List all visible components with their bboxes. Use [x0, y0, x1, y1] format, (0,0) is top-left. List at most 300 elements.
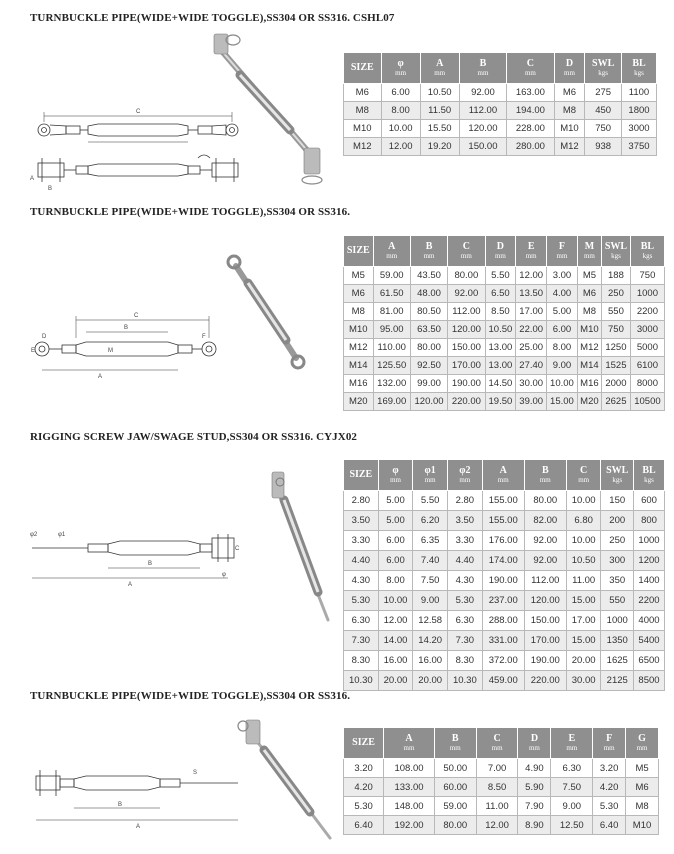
table-cell: 16.00	[413, 651, 448, 671]
table-cell: M10	[344, 321, 374, 339]
table-cell: 190.00	[448, 375, 485, 393]
dimension-label-b: B	[48, 186, 53, 192]
table-cell: M10	[626, 816, 659, 835]
header-phi1: φ1 mm	[413, 460, 448, 491]
table-cell: M5	[626, 759, 659, 778]
table-row	[344, 339, 665, 357]
table-cell: 20.00	[566, 651, 601, 671]
table-row	[344, 511, 665, 531]
table-cell: 174.00	[482, 551, 524, 571]
section-1-title: TURNBUCKLE PIPE(WIDE+WIDE TOGGLE),SS304 OR SS316. CSHL07	[30, 12, 395, 24]
table-cell: 15.00	[566, 591, 601, 611]
table-cell: 4.30	[344, 571, 379, 591]
table-cell: 155.00	[482, 491, 524, 511]
header-swl: SWL kgs	[601, 460, 634, 491]
table-cell: 148.00	[384, 797, 435, 816]
header-b: B mm	[410, 236, 447, 267]
section-4-title: TURNBUCKLE PIPE(WIDE+WIDE TOGGLE),SS304 OR SS316.	[30, 690, 351, 702]
table-cell: 17.00	[516, 303, 547, 321]
header-c: C mm	[476, 728, 518, 759]
table-cell: 8000	[630, 375, 664, 393]
table-cell: 112.00	[459, 102, 506, 120]
table-cell: 92.00	[459, 84, 506, 102]
dimension-label-b: B	[118, 802, 123, 808]
table-row	[344, 321, 665, 339]
table-cell: 7.30	[448, 631, 483, 651]
table-cell: 10.00	[566, 491, 601, 511]
table-cell: 13.00	[485, 339, 516, 357]
table-cell: 50.00	[434, 759, 476, 778]
section-4-spec-table	[343, 727, 659, 835]
table-cell: 600	[633, 491, 664, 511]
table-cell: 190.00	[482, 571, 524, 591]
table-cell: 550	[602, 303, 631, 321]
table-cell: 300	[601, 551, 634, 571]
table-cell: 125.50	[373, 357, 410, 375]
table-cell: 6.00	[547, 321, 578, 339]
header-size: SIZE	[344, 236, 374, 267]
table-cell: 80.00	[448, 267, 485, 285]
table-cell: 3.20	[344, 759, 384, 778]
table-cell: 2.80	[344, 491, 379, 511]
section-3-technical-drawing	[28, 452, 343, 680]
header-phi2: φ2 mm	[448, 460, 483, 491]
table-cell: 3.30	[448, 531, 483, 551]
header-bl: BL kgs	[630, 236, 664, 267]
table-cell: 59.00	[434, 797, 476, 816]
section-3-spec-table	[343, 459, 665, 691]
table-cell: 4.20	[593, 778, 626, 797]
dimension-label-c: C	[134, 313, 139, 319]
turnbuckle-side-view	[38, 155, 238, 182]
table-cell: 5.90	[518, 778, 551, 797]
table-cell: 2125	[601, 671, 634, 691]
header-swl: SWL kgs	[602, 236, 631, 267]
table-cell: 5.30	[448, 591, 483, 611]
table-cell: 5.30	[344, 797, 384, 816]
table-row	[344, 138, 657, 156]
table-cell: 10.00	[381, 120, 420, 138]
header-phi: φ mm	[381, 53, 420, 84]
turnbuckle-jaw-stud-view	[36, 770, 238, 820]
table-row	[344, 285, 665, 303]
turnbuckle-product-photo	[228, 256, 304, 368]
table-cell: M12	[554, 138, 585, 156]
table-cell: 95.00	[373, 321, 410, 339]
header-e: E mm	[551, 728, 593, 759]
table-cell: 9.00	[551, 797, 593, 816]
table-cell: M20	[344, 393, 374, 411]
table-row	[344, 357, 665, 375]
table-cell: 170.00	[524, 631, 566, 651]
table-cell: 30.00	[516, 375, 547, 393]
table-cell: 48.00	[410, 285, 447, 303]
table-cell: 3000	[630, 321, 664, 339]
table-cell: 228.00	[507, 120, 554, 138]
table-cell: 372.00	[482, 651, 524, 671]
dimension-label-s: S	[193, 770, 198, 776]
header-e: E mm	[516, 236, 547, 267]
table-cell: 133.00	[384, 778, 435, 797]
table-cell: 10.30	[448, 671, 483, 691]
table-cell: 60.00	[434, 778, 476, 797]
table-cell: 150	[601, 491, 634, 511]
table-cell: 13.50	[516, 285, 547, 303]
table-row	[344, 797, 659, 816]
table-cell: 4.30	[448, 571, 483, 591]
table-cell: M10	[577, 321, 601, 339]
table-cell: M14	[577, 357, 601, 375]
header-b: B mm	[524, 460, 566, 491]
header-m: M mm	[577, 236, 601, 267]
dimension-label-m: M	[108, 348, 113, 354]
table-cell: 10.30	[344, 671, 379, 691]
table-cell: 7.50	[413, 571, 448, 591]
table-cell: 6.50	[485, 285, 516, 303]
table-cell: 7.00	[476, 759, 518, 778]
table-cell: 12.50	[551, 816, 593, 835]
table-cell: M6	[626, 778, 659, 797]
table-row	[344, 759, 659, 778]
table-cell: M10	[554, 120, 585, 138]
table-cell: M5	[577, 267, 601, 285]
table-cell: 10.00	[378, 591, 413, 611]
table-cell: 120.00	[448, 321, 485, 339]
table-cell: 112.00	[524, 571, 566, 591]
table-cell: 11.00	[566, 571, 601, 591]
table-cell: 5.00	[378, 491, 413, 511]
dimension-label-d: D	[42, 334, 47, 340]
table-cell: 6.40	[593, 816, 626, 835]
table-cell: 350	[601, 571, 634, 591]
dimension-label-f: F	[202, 334, 206, 340]
table-cell: 4.90	[518, 759, 551, 778]
table-cell: 8500	[633, 671, 664, 691]
table-cell: M8	[344, 102, 382, 120]
table-cell: 8.00	[547, 339, 578, 357]
table-cell: 4000	[633, 611, 664, 631]
table-cell: M5	[344, 267, 374, 285]
table-cell: 1625	[601, 651, 634, 671]
section-3-title: RIGGING SCREW JAW/SWAGE STUD,SS304 OR SS316. CYJX02	[30, 431, 358, 443]
section-2-title: TURNBUCKLE PIPE(WIDE+WIDE TOGGLE),SS304 OR SS316.	[30, 206, 351, 218]
table-cell: M12	[344, 138, 382, 156]
section-1-technical-drawing	[28, 30, 343, 202]
turnbuckle-product-photo	[214, 34, 322, 184]
table-cell: 10.50	[420, 84, 459, 102]
table-cell: 15.50	[420, 120, 459, 138]
table-cell: 3.50	[448, 511, 483, 531]
header-d: D mm	[518, 728, 551, 759]
table-cell: 194.00	[507, 102, 554, 120]
table-cell: 10.50	[485, 321, 516, 339]
table-row	[344, 591, 665, 611]
table-cell: 150.00	[524, 611, 566, 631]
table-cell: M16	[577, 375, 601, 393]
table-row	[344, 267, 665, 285]
table-cell: 7.30	[344, 631, 379, 651]
table-cell: 108.00	[384, 759, 435, 778]
table-cell: M20	[577, 393, 601, 411]
table-row	[344, 631, 665, 651]
table-cell: M8	[554, 102, 585, 120]
table-cell: 163.00	[507, 84, 554, 102]
table-cell: M8	[577, 303, 601, 321]
header-f: F mm	[547, 236, 578, 267]
table-cell: 4.00	[547, 285, 578, 303]
table-row	[344, 393, 665, 411]
table-cell: 10.00	[547, 375, 578, 393]
table-cell: 275	[585, 84, 622, 102]
table-cell: 11.00	[476, 797, 518, 816]
table-cell: 6.30	[551, 759, 593, 778]
table-cell: 550	[601, 591, 634, 611]
table-cell: 12.00	[516, 267, 547, 285]
table-cell: 15.00	[547, 393, 578, 411]
header-d: D mm	[485, 236, 516, 267]
table-cell: 4.20	[344, 778, 384, 797]
table-cell: 12.00	[378, 611, 413, 631]
table-cell: 39.00	[516, 393, 547, 411]
dimension-label-b: B	[124, 325, 129, 331]
rigging-screw-product-photo	[272, 472, 328, 620]
table-cell: M6	[344, 84, 382, 102]
table-cell: 19.20	[420, 138, 459, 156]
table-cell: 81.00	[373, 303, 410, 321]
dimension-label-c: C	[136, 109, 141, 115]
table-cell: 220.00	[448, 393, 485, 411]
table-cell: 5000	[630, 339, 664, 357]
table-cell: 5.30	[593, 797, 626, 816]
table-row	[344, 84, 657, 102]
table-cell: 80.00	[434, 816, 476, 835]
table-row	[344, 651, 665, 671]
table-cell: 1100	[622, 84, 657, 102]
table-cell: 155.00	[482, 511, 524, 531]
table-cell: 6.30	[448, 611, 483, 631]
table-cell: 132.00	[373, 375, 410, 393]
table-cell: 750	[602, 321, 631, 339]
table-cell: 6.30	[344, 611, 379, 631]
table-cell: M12	[344, 339, 374, 357]
table-cell: 938	[585, 138, 622, 156]
dimension-label-a: A	[128, 582, 133, 588]
table-cell: 2200	[630, 303, 664, 321]
table-cell: 2200	[633, 591, 664, 611]
table-cell: M6	[554, 84, 585, 102]
header-a: A mm	[420, 53, 459, 84]
header-swl: SWL kgs	[585, 53, 622, 84]
table-cell: 3.30	[344, 531, 379, 551]
table-cell: 92.00	[524, 531, 566, 551]
dimension-label-b: B	[148, 561, 153, 567]
table-cell: 80.00	[410, 339, 447, 357]
table-cell: 331.00	[482, 631, 524, 651]
table-row	[344, 611, 665, 631]
table-cell: 16.00	[378, 651, 413, 671]
section-4-technical-drawing	[28, 712, 343, 852]
table-row	[344, 120, 657, 138]
table-cell: 250	[601, 531, 634, 551]
table-cell: 12.58	[413, 611, 448, 631]
table-cell: 12.00	[476, 816, 518, 835]
table-cell: 17.00	[566, 611, 601, 631]
table-cell: 5.50	[485, 267, 516, 285]
table-cell: 27.40	[516, 357, 547, 375]
table-cell: 5.00	[378, 511, 413, 531]
turnbuckle-top-view	[38, 112, 238, 142]
table-cell: 150.00	[459, 138, 506, 156]
table-cell: M14	[344, 357, 374, 375]
table-cell: 120.00	[459, 120, 506, 138]
table-cell: 6.40	[344, 816, 384, 835]
table-cell: 8.50	[476, 778, 518, 797]
table-cell: 200	[601, 511, 634, 531]
table-cell: 7.40	[413, 551, 448, 571]
table-cell: 10.50	[566, 551, 601, 571]
header-b: B mm	[434, 728, 476, 759]
table-cell: 7.90	[518, 797, 551, 816]
table-row	[344, 102, 657, 120]
table-cell: 6100	[630, 357, 664, 375]
table-cell: 4.40	[344, 551, 379, 571]
table-cell: 19.50	[485, 393, 516, 411]
table-cell: 10.00	[566, 531, 601, 551]
table-cell: 6.80	[566, 511, 601, 531]
table-cell: 92.50	[410, 357, 447, 375]
table-row	[344, 375, 665, 393]
table-cell: 61.50	[373, 285, 410, 303]
table-cell: 92.00	[448, 285, 485, 303]
table-cell: 20.00	[413, 671, 448, 691]
dimension-label-c: C	[235, 546, 240, 552]
table-row	[344, 571, 665, 591]
table-cell: 13.00	[485, 357, 516, 375]
table-cell: 750	[585, 120, 622, 138]
table-cell: 3750	[622, 138, 657, 156]
table-cell: 59.00	[373, 267, 410, 285]
table-cell: 8.90	[518, 816, 551, 835]
table-cell: 120.00	[524, 591, 566, 611]
table-cell: 5400	[633, 631, 664, 651]
table-row	[344, 551, 665, 571]
table-row	[344, 671, 665, 691]
table-cell: 43.50	[410, 267, 447, 285]
dimension-label-a: A	[30, 176, 35, 182]
table-cell: M10	[344, 120, 382, 138]
table-cell: 8.00	[378, 571, 413, 591]
table-cell: 800	[633, 511, 664, 531]
table-cell: 190.00	[524, 651, 566, 671]
header-g: G mm	[626, 728, 659, 759]
dimension-label-a: A	[98, 374, 103, 380]
header-bl: BL kgs	[622, 53, 657, 84]
table-cell: 1200	[633, 551, 664, 571]
table-cell: 2625	[602, 393, 631, 411]
table-cell: 15.00	[566, 631, 601, 651]
table-row	[344, 531, 665, 551]
header-phi: φ mm	[378, 460, 413, 491]
section-1-spec-table	[343, 52, 657, 156]
table-cell: M12	[577, 339, 601, 357]
table-cell: 22.00	[516, 321, 547, 339]
table-cell: 150.00	[448, 339, 485, 357]
dimension-label-phi2: φ2	[30, 532, 38, 538]
table-cell: 6.00	[378, 531, 413, 551]
table-cell: 450	[585, 102, 622, 120]
table-cell: 280.00	[507, 138, 554, 156]
table-cell: 170.00	[448, 357, 485, 375]
table-cell: 12.00	[381, 138, 420, 156]
table-cell: 14.00	[378, 631, 413, 651]
table-cell: 8.30	[344, 651, 379, 671]
table-cell: 82.00	[524, 511, 566, 531]
table-cell: 3000	[622, 120, 657, 138]
table-cell: 188	[602, 267, 631, 285]
dimension-label-e: E	[31, 348, 36, 354]
table-cell: 176.00	[482, 531, 524, 551]
table-cell: 20.00	[378, 671, 413, 691]
table-cell: 11.50	[420, 102, 459, 120]
dimension-label-a: A	[136, 824, 141, 830]
table-cell: 192.00	[384, 816, 435, 835]
table-cell: 1350	[601, 631, 634, 651]
table-cell: 6.20	[413, 511, 448, 531]
table-cell: 8.50	[485, 303, 516, 321]
table-cell: 6500	[633, 651, 664, 671]
table-row	[344, 491, 665, 511]
header-b: B mm	[459, 53, 506, 84]
header-a: A mm	[482, 460, 524, 491]
table-cell: 169.00	[373, 393, 410, 411]
table-cell: 1000	[601, 611, 634, 631]
table-row	[344, 303, 665, 321]
table-cell: 4.40	[448, 551, 483, 571]
table-cell: 1400	[633, 571, 664, 591]
table-cell: M8	[626, 797, 659, 816]
turnbuckle-product-photo	[238, 720, 330, 838]
header-d: D mm	[554, 53, 585, 84]
table-cell: 237.00	[482, 591, 524, 611]
table-cell: 110.00	[373, 339, 410, 357]
table-cell: 1000	[633, 531, 664, 551]
table-cell: 7.50	[551, 778, 593, 797]
table-cell: 25.00	[516, 339, 547, 357]
table-cell: M16	[344, 375, 374, 393]
table-row	[344, 778, 659, 797]
table-cell: 5.00	[547, 303, 578, 321]
table-cell: 9.00	[547, 357, 578, 375]
table-cell: 9.00	[413, 591, 448, 611]
dimension-label-phi1: φ1	[58, 532, 66, 538]
table-cell: M8	[344, 303, 374, 321]
table-cell: M6	[344, 285, 374, 303]
header-size: SIZE	[344, 728, 384, 759]
table-cell: 8.00	[381, 102, 420, 120]
table-cell: 14.20	[413, 631, 448, 651]
table-cell: 1800	[622, 102, 657, 120]
header-size: SIZE	[344, 53, 382, 84]
table-cell: 2000	[602, 375, 631, 393]
table-cell: 80.00	[524, 491, 566, 511]
table-cell: 5.30	[344, 591, 379, 611]
table-cell: M6	[577, 285, 601, 303]
table-cell: 92.00	[524, 551, 566, 571]
header-c: C mm	[448, 236, 485, 267]
header-a: A mm	[373, 236, 410, 267]
table-cell: 6.35	[413, 531, 448, 551]
table-cell: 10500	[630, 393, 664, 411]
